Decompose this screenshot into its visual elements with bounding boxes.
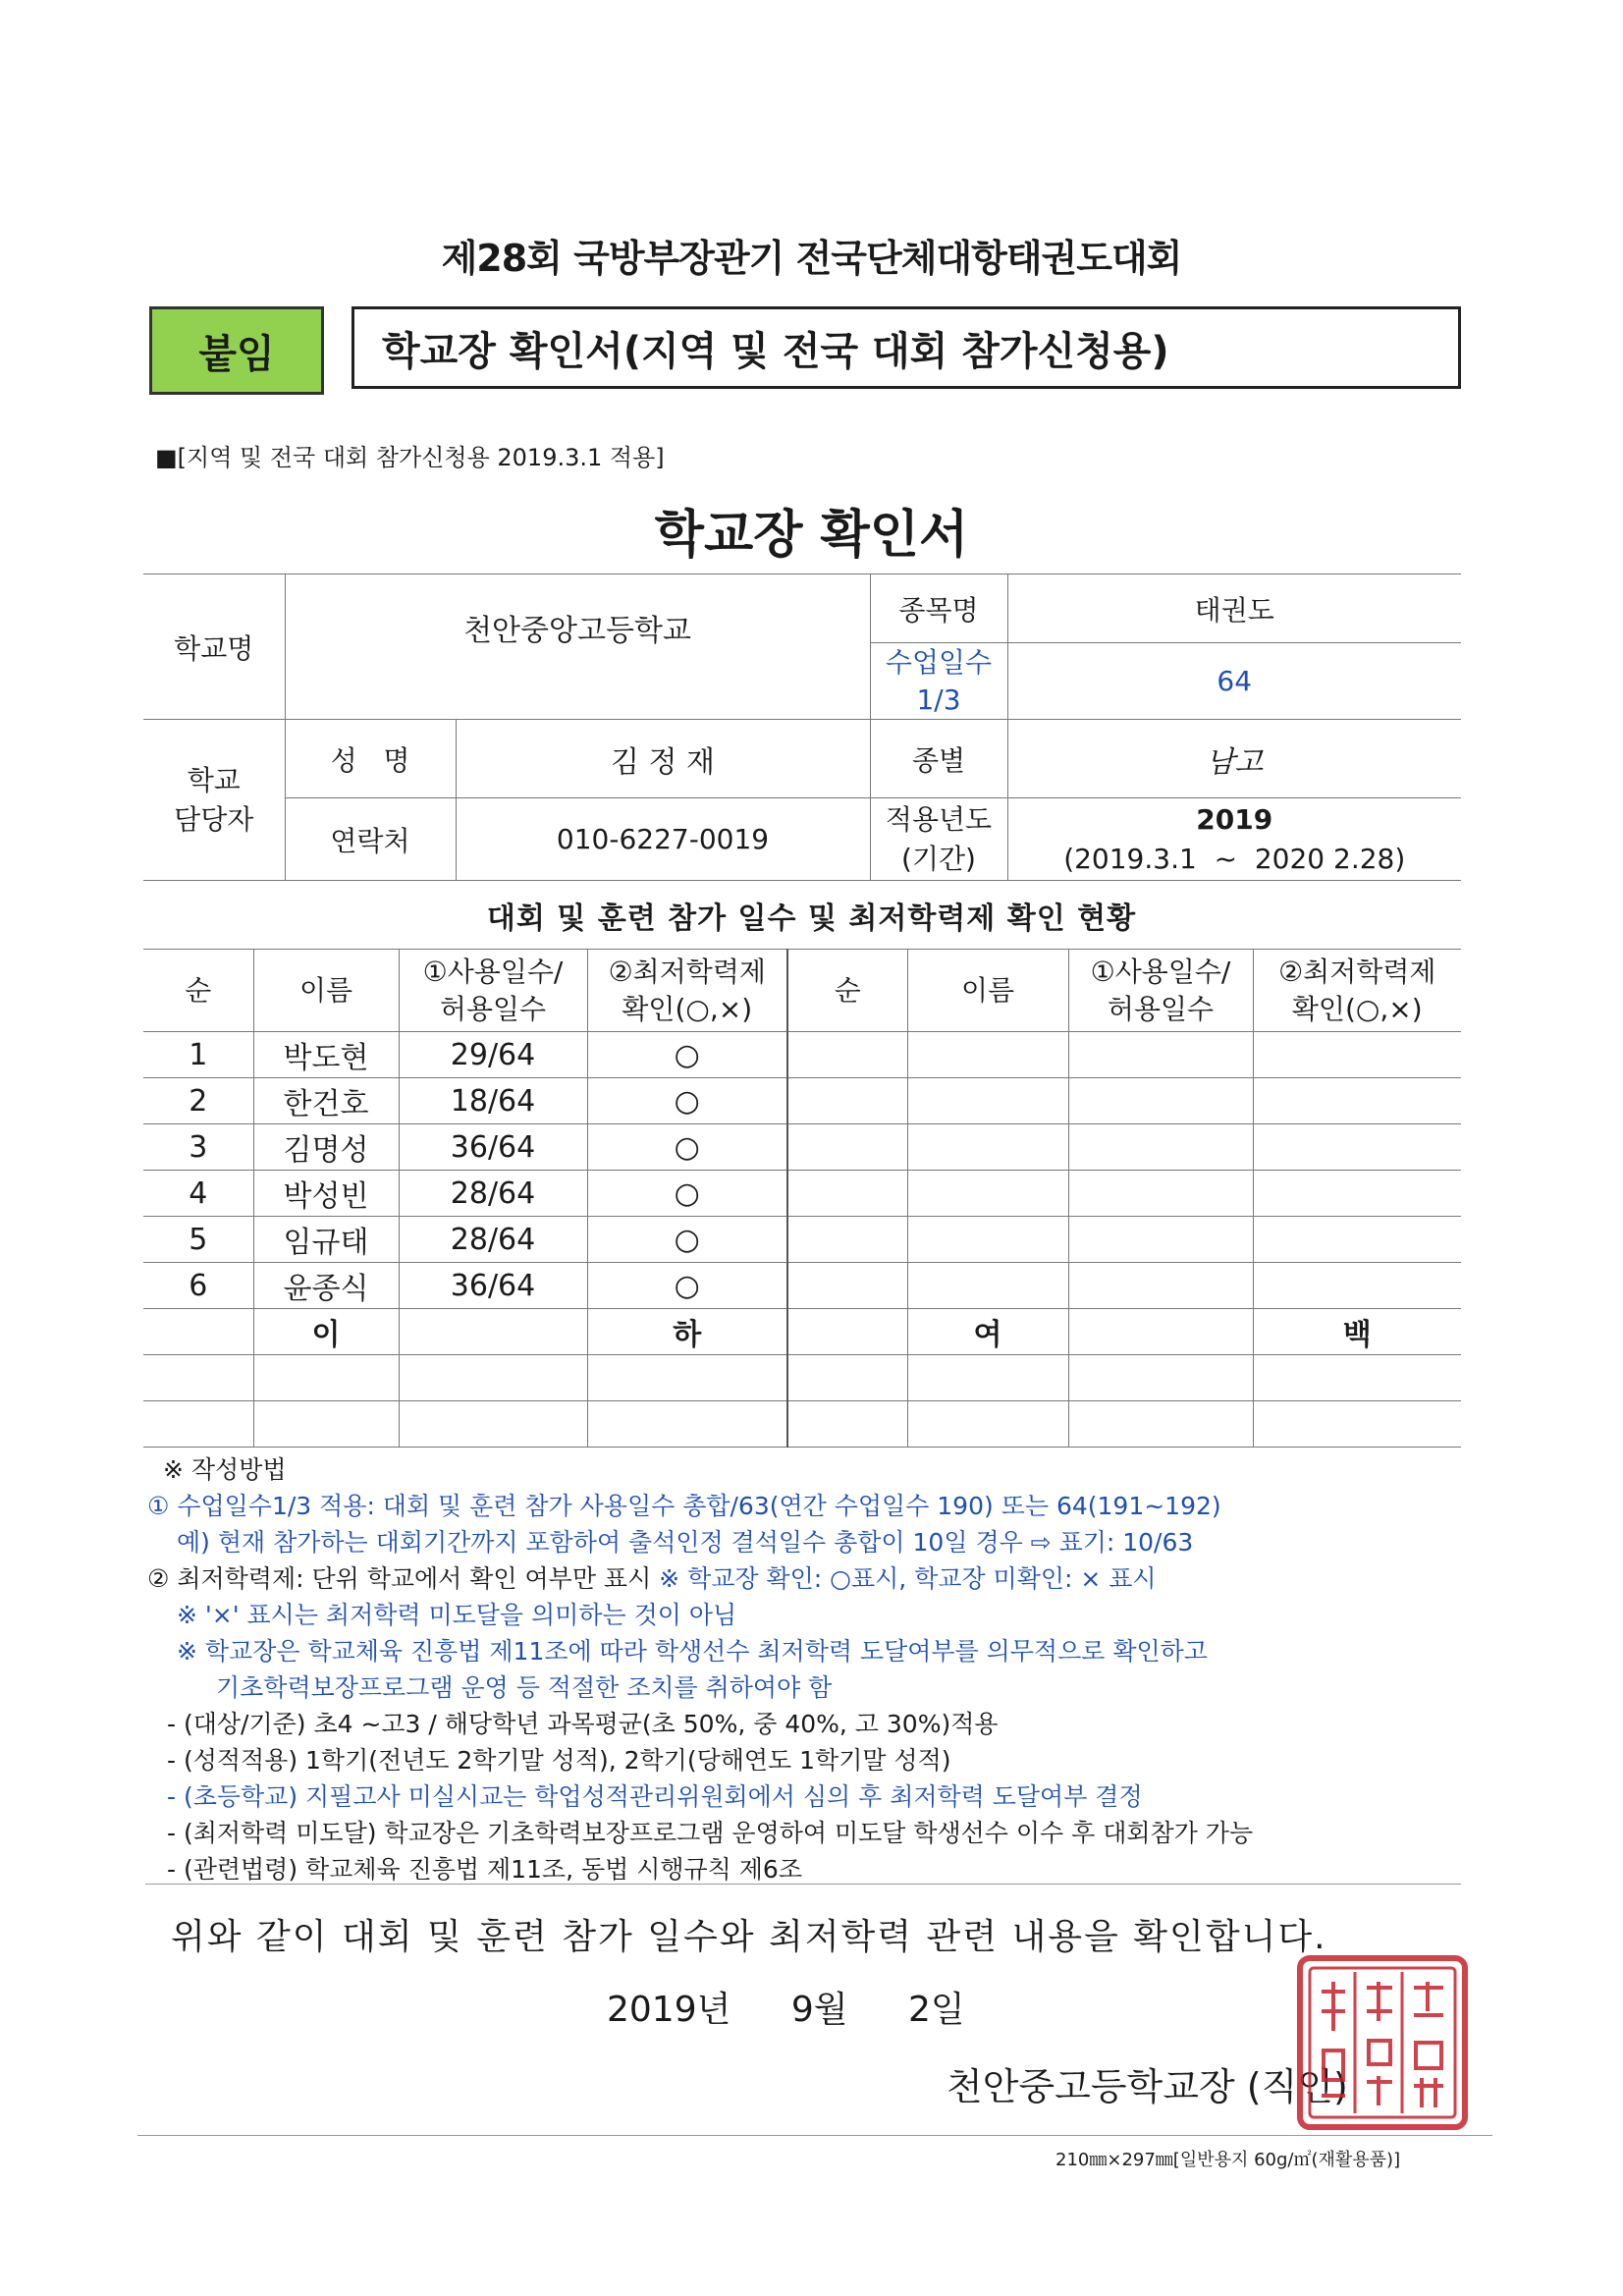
event-title: 제28회 국방부장관기 전국단체대항태권도대회 [441,237,1182,280]
row-name: 박도현 [253,1032,399,1078]
empty-cell [787,1124,907,1171]
empty-cell [253,1401,399,1448]
empty-cell [1253,1078,1461,1124]
empty-cell [787,1355,907,1401]
empty-cell [587,1355,787,1401]
phone-value: 010-6227-0019 [456,798,870,881]
notes-line-8: - (성적적용) 1학기(전년도 2학기말 성적), 2학기(당해연도 1학기말 성적) [167,1746,951,1775]
empty-cell [787,1171,907,1217]
contact-label [143,720,285,881]
header-no-right: 순 [787,950,907,1032]
notes-line-3a: ② 최저학력제: 단위 학교에서 확인 여부만 표시 [147,1564,652,1593]
empty-cell [399,1309,587,1355]
empty-cell [399,1401,587,1448]
table-row [143,1217,1461,1263]
empty-cell [907,1401,1068,1448]
empty-cell [1068,1263,1253,1309]
header-days-right [1068,950,1253,1032]
notes-line-6: 기초학력보장프로그램 운영 등 적절한 조치를 취하여야 함 [216,1673,833,1702]
row-name: 박성빈 [253,1171,399,1217]
row-days: 29/64 [399,1032,587,1078]
school-info-table [143,574,1461,881]
empty-cell [907,1355,1068,1401]
empty-cell [587,1401,787,1448]
paper-spec-note: 210㎜×297㎜[일반용지 60g/㎡(재활용품)] [1055,2150,1401,2170]
notice-line: ■[지역 및 전국 대회 참가신청용 2019.3.1 적용] [155,444,665,471]
row-check: ○ [587,1171,787,1217]
header-check-right [1253,950,1461,1032]
table-row [143,1171,1461,1217]
attachment-badge: 붙임 [149,306,324,395]
header-days-2: 허용일수 [439,992,547,1025]
row-check: ○ [587,1078,787,1124]
header-days-right-1: ①사용일수/ [1090,955,1231,988]
class-days-label-1: 수업일수 [885,645,993,679]
form-title: 학교장 확인서 [654,506,969,565]
date-year: 2019년 [607,1990,731,2030]
issue-date [607,1982,965,2032]
blank-mark: 하 [587,1309,787,1355]
empty-cell [907,1124,1068,1171]
class-days-label-2: 1/3 [916,683,961,716]
empty-cell [1253,1401,1461,1448]
notes-line-4: ※ '×' 표시는 최저학력 미도달을 의미하는 것이 아님 [177,1601,737,1629]
row-no: 2 [143,1078,253,1124]
header-check [587,950,787,1032]
header-days-right-2: 허용일수 [1107,992,1215,1025]
empty-cell [787,1078,907,1124]
row-days: 28/64 [399,1171,587,1217]
school-name-label: 학교명 [143,574,285,720]
class-days-value: 64 [1007,643,1461,720]
roster-table [143,949,1461,1448]
header-name-right: 이름 [907,950,1068,1032]
table-row [143,1078,1461,1124]
person-name-value: 김 정 재 [456,720,870,798]
phone-label: 연락처 [285,798,456,881]
empty-cell [1068,1217,1253,1263]
row-no: 3 [143,1124,253,1171]
year-value [1007,798,1461,881]
year-label-1: 적용년도 [885,802,993,836]
row-days: 28/64 [399,1217,587,1263]
confirmation-statement: 위와 같이 대회 및 훈련 참가 일수와 최저학력 관련 내용을 확인합니다. [171,1917,1327,1957]
notes-line-3b: ※ 학교장 확인: ○표시, 학교장 미확인: × 표시 [659,1564,1157,1593]
school-name-value: 천안중앙고등학교 [285,574,870,720]
row-check: ○ [587,1032,787,1078]
empty-cell [907,1078,1068,1124]
empty-cell [1068,1032,1253,1078]
row-name: 윤종식 [253,1263,399,1309]
header-check-1: ②최저학력제 [608,955,766,988]
year-text: 2019 [1196,802,1273,836]
header-check-right-1: ②최저학력제 [1278,955,1436,988]
row-check: ○ [587,1124,787,1171]
row-check: ○ [587,1217,787,1263]
empty-cell [1253,1355,1461,1401]
empty-cell [1068,1309,1253,1355]
table-heading: 대회 및 훈련 참가 일수 및 최저학력제 확인 현황 [486,902,1137,936]
empty-cell [1068,1355,1253,1401]
table-row [143,1355,1461,1401]
date-month: 9월 [790,1990,848,2030]
row-name: 김명성 [253,1124,399,1171]
empty-cell [143,1355,253,1401]
notes-line-10: - (최저학력 미도달) 학교장은 기초학력보장프로그램 운영하여 미도달 학생선수 이수 후 대회참가 가능 [167,1819,1254,1847]
contact-label-1: 학교 [187,763,241,796]
table-row [143,1263,1461,1309]
notes-line-5: ※ 학교장은 학교체육 진흥법 제11조에 따라 학생선수 최저학력 도달여부를 의무적으로 확인하고 [177,1637,1208,1666]
empty-cell [1253,1124,1461,1171]
row-check: ○ [587,1263,787,1309]
blank-marks-row [143,1309,1461,1355]
notes-line-1: ① 수업일수1/3 적용: 대회 및 훈련 참가 사용일수 총합/63(연간 수업일수 190) 또는 64(191~192) [147,1492,1221,1520]
principal-signature: 천안중고등학교장 (직인) [947,2065,1348,2108]
empty-cell [399,1355,587,1401]
notes-line-7: - (대상/기준) 초4 ~고3 / 해당학년 과목평균(초 50%, 중 40%, 고 30%)적용 [167,1710,999,1738]
header-days [399,950,587,1032]
empty-cell [787,1263,907,1309]
empty-cell [1068,1124,1253,1171]
row-no: 1 [143,1032,253,1078]
period-text: (2019.3.1 ~ 2020 2.28) [1063,842,1406,875]
empty-cell [907,1217,1068,1263]
row-days: 36/64 [399,1124,587,1171]
table-row [143,1401,1461,1448]
empty-cell [787,1217,907,1263]
row-no: 4 [143,1171,253,1217]
divider [145,1884,1461,1885]
blank-mark: 여 [907,1309,1068,1355]
year-label [870,798,1007,881]
table-row [143,1032,1461,1078]
header-check-right-2: 확인(○,×) [1291,992,1423,1025]
empty-cell [1253,1032,1461,1078]
notes-section [147,1451,1483,1887]
person-name-label: 성 명 [285,720,456,798]
category-label: 종별 [870,720,1007,798]
empty-cell [143,1401,253,1448]
school-seal-stamp [1294,1952,1471,2133]
row-days: 36/64 [399,1263,587,1309]
blank-mark: 이 [253,1309,399,1355]
empty-cell [907,1171,1068,1217]
header-name: 이름 [253,950,399,1032]
contact-label-2: 담당자 [174,802,254,836]
notes-line-2: 예) 현재 참가하는 대회기간까지 포함하여 출석인정 결석일수 총합이 10일 경우 ⇨ 표기: 10/63 [177,1528,1194,1557]
empty-cell [907,1263,1068,1309]
notes-line-3 [147,1560,1483,1597]
class-days-label [870,643,1007,720]
blank-mark: 백 [1253,1309,1461,1355]
empty-cell [787,1032,907,1078]
table-row [143,1124,1461,1171]
empty-cell [1068,1171,1253,1217]
empty-cell [787,1401,907,1448]
empty-cell [1068,1401,1253,1448]
date-day: 2일 [908,1990,965,2030]
notes-line-11: - (관련법령) 학교체육 진흥법 제11조, 동법 시행규칙 제6조 [167,1855,802,1884]
row-days: 18/64 [399,1078,587,1124]
sport-value: 태권도 [1007,574,1461,643]
header-no: 순 [143,950,253,1032]
row-name: 임규태 [253,1217,399,1263]
year-label-2: (기간) [901,842,976,875]
category-value: 남고 [1007,720,1461,798]
notes-title: ※ 작성방법 [163,1455,287,1484]
empty-cell [1253,1217,1461,1263]
document-title: 학교장 확인서(지역 및 전국 대회 참가신청용) [352,306,1461,389]
empty-cell [253,1355,399,1401]
sport-label: 종목명 [870,574,1007,643]
empty-cell [1068,1078,1253,1124]
header-days-1: ①사용일수/ [422,955,564,988]
header-check-2: 확인(○,×) [622,992,753,1025]
footer-divider [137,2135,1492,2136]
empty-cell [1253,1171,1461,1217]
row-name: 한건호 [253,1078,399,1124]
empty-cell [143,1309,253,1355]
empty-cell [787,1309,907,1355]
row-no: 6 [143,1263,253,1309]
empty-cell [1253,1263,1461,1309]
notes-line-9: - (초등학교) 지필고사 미실시교는 학업성적관리위원회에서 심의 후 최저학력 도달여부 결정 [167,1782,1143,1811]
row-no: 5 [143,1217,253,1263]
empty-cell [907,1032,1068,1078]
